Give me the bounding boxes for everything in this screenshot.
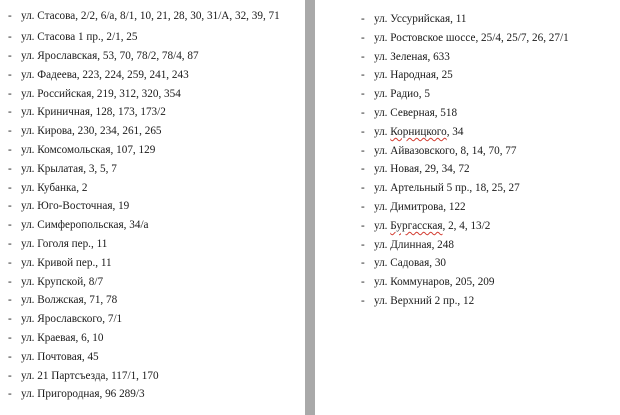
misspelled-word[interactable]: Корницкого bbox=[390, 125, 447, 138]
list-item bbox=[361, 142, 611, 161]
list-dash: - bbox=[361, 182, 365, 195]
misspelled-word[interactable]: Бургасская bbox=[390, 219, 443, 232]
list-item bbox=[8, 141, 300, 160]
list-item-text: ул. Кирова, 230, 234, 261, 265 bbox=[21, 125, 162, 138]
list-dash: - bbox=[361, 276, 365, 289]
list-item bbox=[8, 179, 300, 198]
list-dash: - bbox=[8, 369, 12, 382]
list-dash: - bbox=[361, 144, 365, 157]
list-dash: - bbox=[361, 257, 365, 270]
list-dash: - bbox=[361, 31, 365, 44]
list-item-prefix: ул. bbox=[374, 125, 391, 138]
list-item bbox=[361, 123, 611, 142]
list-item bbox=[8, 348, 300, 367]
list-dash: - bbox=[8, 50, 12, 62]
list-item bbox=[361, 48, 611, 67]
left-page bbox=[0, 0, 305, 415]
list-item bbox=[361, 179, 611, 198]
list-item bbox=[8, 310, 300, 329]
list-item-text: ул. Комсомольская, 107, 129 bbox=[21, 143, 156, 156]
list-item-text: ул. Кривой пер., 11 bbox=[21, 256, 112, 269]
list-dash: - bbox=[8, 181, 12, 194]
list-item-text: ул. Димитрова, 122 bbox=[374, 200, 466, 213]
list-item-text: ул. Кубанка, 2 bbox=[21, 181, 88, 194]
list-item-text: ул. Уссурийская, 11 bbox=[374, 13, 467, 25]
list-dash: - bbox=[8, 275, 12, 288]
list-item bbox=[8, 160, 300, 179]
right-page bbox=[315, 0, 620, 415]
list-item-text: ул. Пригородная, 96 289/3 bbox=[21, 388, 145, 401]
list-item-text: ул. 21 Партсъезда, 117/1, 170 bbox=[21, 369, 159, 382]
list-dash: - bbox=[8, 313, 12, 326]
list-item bbox=[361, 160, 611, 179]
list-dash: - bbox=[8, 200, 12, 213]
list-item bbox=[361, 104, 611, 123]
list-item bbox=[8, 103, 300, 122]
list-dash: - bbox=[361, 200, 365, 213]
list-item-text: ул. Радио, 5 bbox=[374, 88, 430, 101]
list-item-text: ул. Айвазовского, 8, 14, 70, 77 bbox=[374, 144, 517, 157]
list-item-text: ул. Ярославская, 53, 70, 78/2, 78/4, 87 bbox=[21, 50, 199, 62]
list-item-text: ул. Длинная, 248 bbox=[374, 238, 454, 251]
list-dash: - bbox=[8, 68, 12, 81]
list-item-text: ул. Стасова 1 пр., 2/1, 25 bbox=[21, 31, 138, 44]
list-item bbox=[8, 367, 300, 386]
list-item-text: ул. Краевая, 6, 10 bbox=[21, 331, 104, 344]
list-item bbox=[361, 254, 611, 273]
list-item-text: ул. Ярославского, 7/1 bbox=[21, 313, 123, 326]
list-item-text: ул. Стасова, 2/2, 6/а, 8/1, 10, 21, 28, 30, 31/А, 32, 39, 71 bbox=[21, 10, 280, 22]
list-dash: - bbox=[361, 163, 365, 176]
list-dash: - bbox=[8, 87, 12, 100]
list-dash: - bbox=[8, 31, 12, 44]
list-item-suffix: , 34 bbox=[446, 125, 464, 138]
list-item bbox=[361, 29, 611, 48]
list-item bbox=[361, 10, 611, 29]
list-item bbox=[8, 329, 300, 348]
list-dash: - bbox=[8, 294, 12, 307]
list-item-text: ул. Симферопольская, 34/а bbox=[21, 219, 149, 232]
list-item-text: ул. Крылатая, 3, 5, 7 bbox=[21, 162, 117, 175]
list-item-text: ул. Гоголя пер., 11 bbox=[21, 237, 108, 250]
list-item bbox=[8, 10, 300, 23]
list-dash: - bbox=[8, 219, 12, 232]
list-item-text: ул. Артельный 5 пр., 18, 25, 27 bbox=[374, 182, 520, 195]
list-item-text: ул. Северная, 518 bbox=[374, 106, 458, 119]
list-item bbox=[8, 66, 300, 85]
list-item-text: ул. Российская, 219, 312, 320, 354 bbox=[21, 87, 181, 100]
list-item-text: ул. Зеленая, 633 bbox=[374, 50, 450, 63]
list-item bbox=[8, 235, 300, 254]
list-item-text: ул. Юго-Восточная, 19 bbox=[21, 200, 130, 213]
list-dash: - bbox=[8, 162, 12, 175]
list-item bbox=[8, 291, 300, 310]
left-street-list bbox=[8, 10, 300, 404]
list-dash: - bbox=[8, 388, 12, 401]
list-dash: - bbox=[361, 106, 365, 119]
list-dash: - bbox=[8, 331, 12, 344]
list-item bbox=[361, 198, 611, 217]
list-item-prefix: ул. bbox=[374, 219, 391, 232]
list-dash: - bbox=[8, 237, 12, 250]
list-dash: - bbox=[361, 13, 365, 25]
list-item-text: ул. Новая, 29, 34, 72 bbox=[374, 163, 470, 176]
list-item bbox=[8, 273, 300, 292]
right-street-list bbox=[361, 10, 611, 311]
list-item bbox=[361, 85, 611, 104]
list-item bbox=[8, 85, 300, 104]
list-item-text: ул. Почтовая, 45 bbox=[21, 350, 99, 363]
list-item-text: ул. Верхний 2 пр., 12 bbox=[374, 294, 475, 307]
list-item bbox=[361, 292, 611, 311]
list-dash: - bbox=[8, 143, 12, 156]
list-dash: - bbox=[361, 69, 365, 82]
list-dash: - bbox=[8, 106, 12, 119]
list-item bbox=[8, 197, 300, 216]
list-item bbox=[8, 216, 300, 235]
list-item bbox=[361, 217, 611, 236]
list-item bbox=[8, 47, 300, 66]
list-dash: - bbox=[361, 125, 365, 138]
list-item-text: ул. Ростовское шоссе, 25/4, 25/7, 26, 27/1 bbox=[374, 31, 569, 44]
list-item-suffix: , 2, 4, 13/2 bbox=[442, 219, 491, 232]
list-dash: - bbox=[8, 125, 12, 138]
list-item-text: ул. Крупской, 8/7 bbox=[21, 275, 104, 288]
list-dash: - bbox=[361, 238, 365, 251]
list-item-text: ул. Фадеева, 223, 224, 259, 241, 243 bbox=[21, 68, 189, 81]
list-item-text: ул. Криничная, 128, 173, 173/2 bbox=[21, 106, 166, 119]
list-item bbox=[361, 273, 611, 292]
list-item-text: ул. Коммунаров, 205, 209 bbox=[374, 276, 495, 289]
list-dash: - bbox=[8, 350, 12, 363]
list-dash: - bbox=[361, 88, 365, 101]
list-item-text: ул. Волжская, 71, 78 bbox=[21, 294, 118, 307]
list-dash: - bbox=[8, 256, 12, 269]
list-dash: - bbox=[361, 219, 365, 232]
list-item bbox=[8, 28, 300, 47]
list-dash: - bbox=[8, 10, 12, 22]
list-item bbox=[361, 236, 611, 255]
list-item bbox=[361, 66, 611, 85]
list-dash: - bbox=[361, 294, 365, 307]
list-item bbox=[8, 254, 300, 273]
list-dash: - bbox=[361, 50, 365, 63]
list-item-text: ул. Народная, 25 bbox=[374, 69, 453, 82]
list-item bbox=[8, 385, 300, 404]
list-item bbox=[8, 122, 300, 141]
list-item-text: ул. Садовая, 30 bbox=[374, 257, 447, 270]
